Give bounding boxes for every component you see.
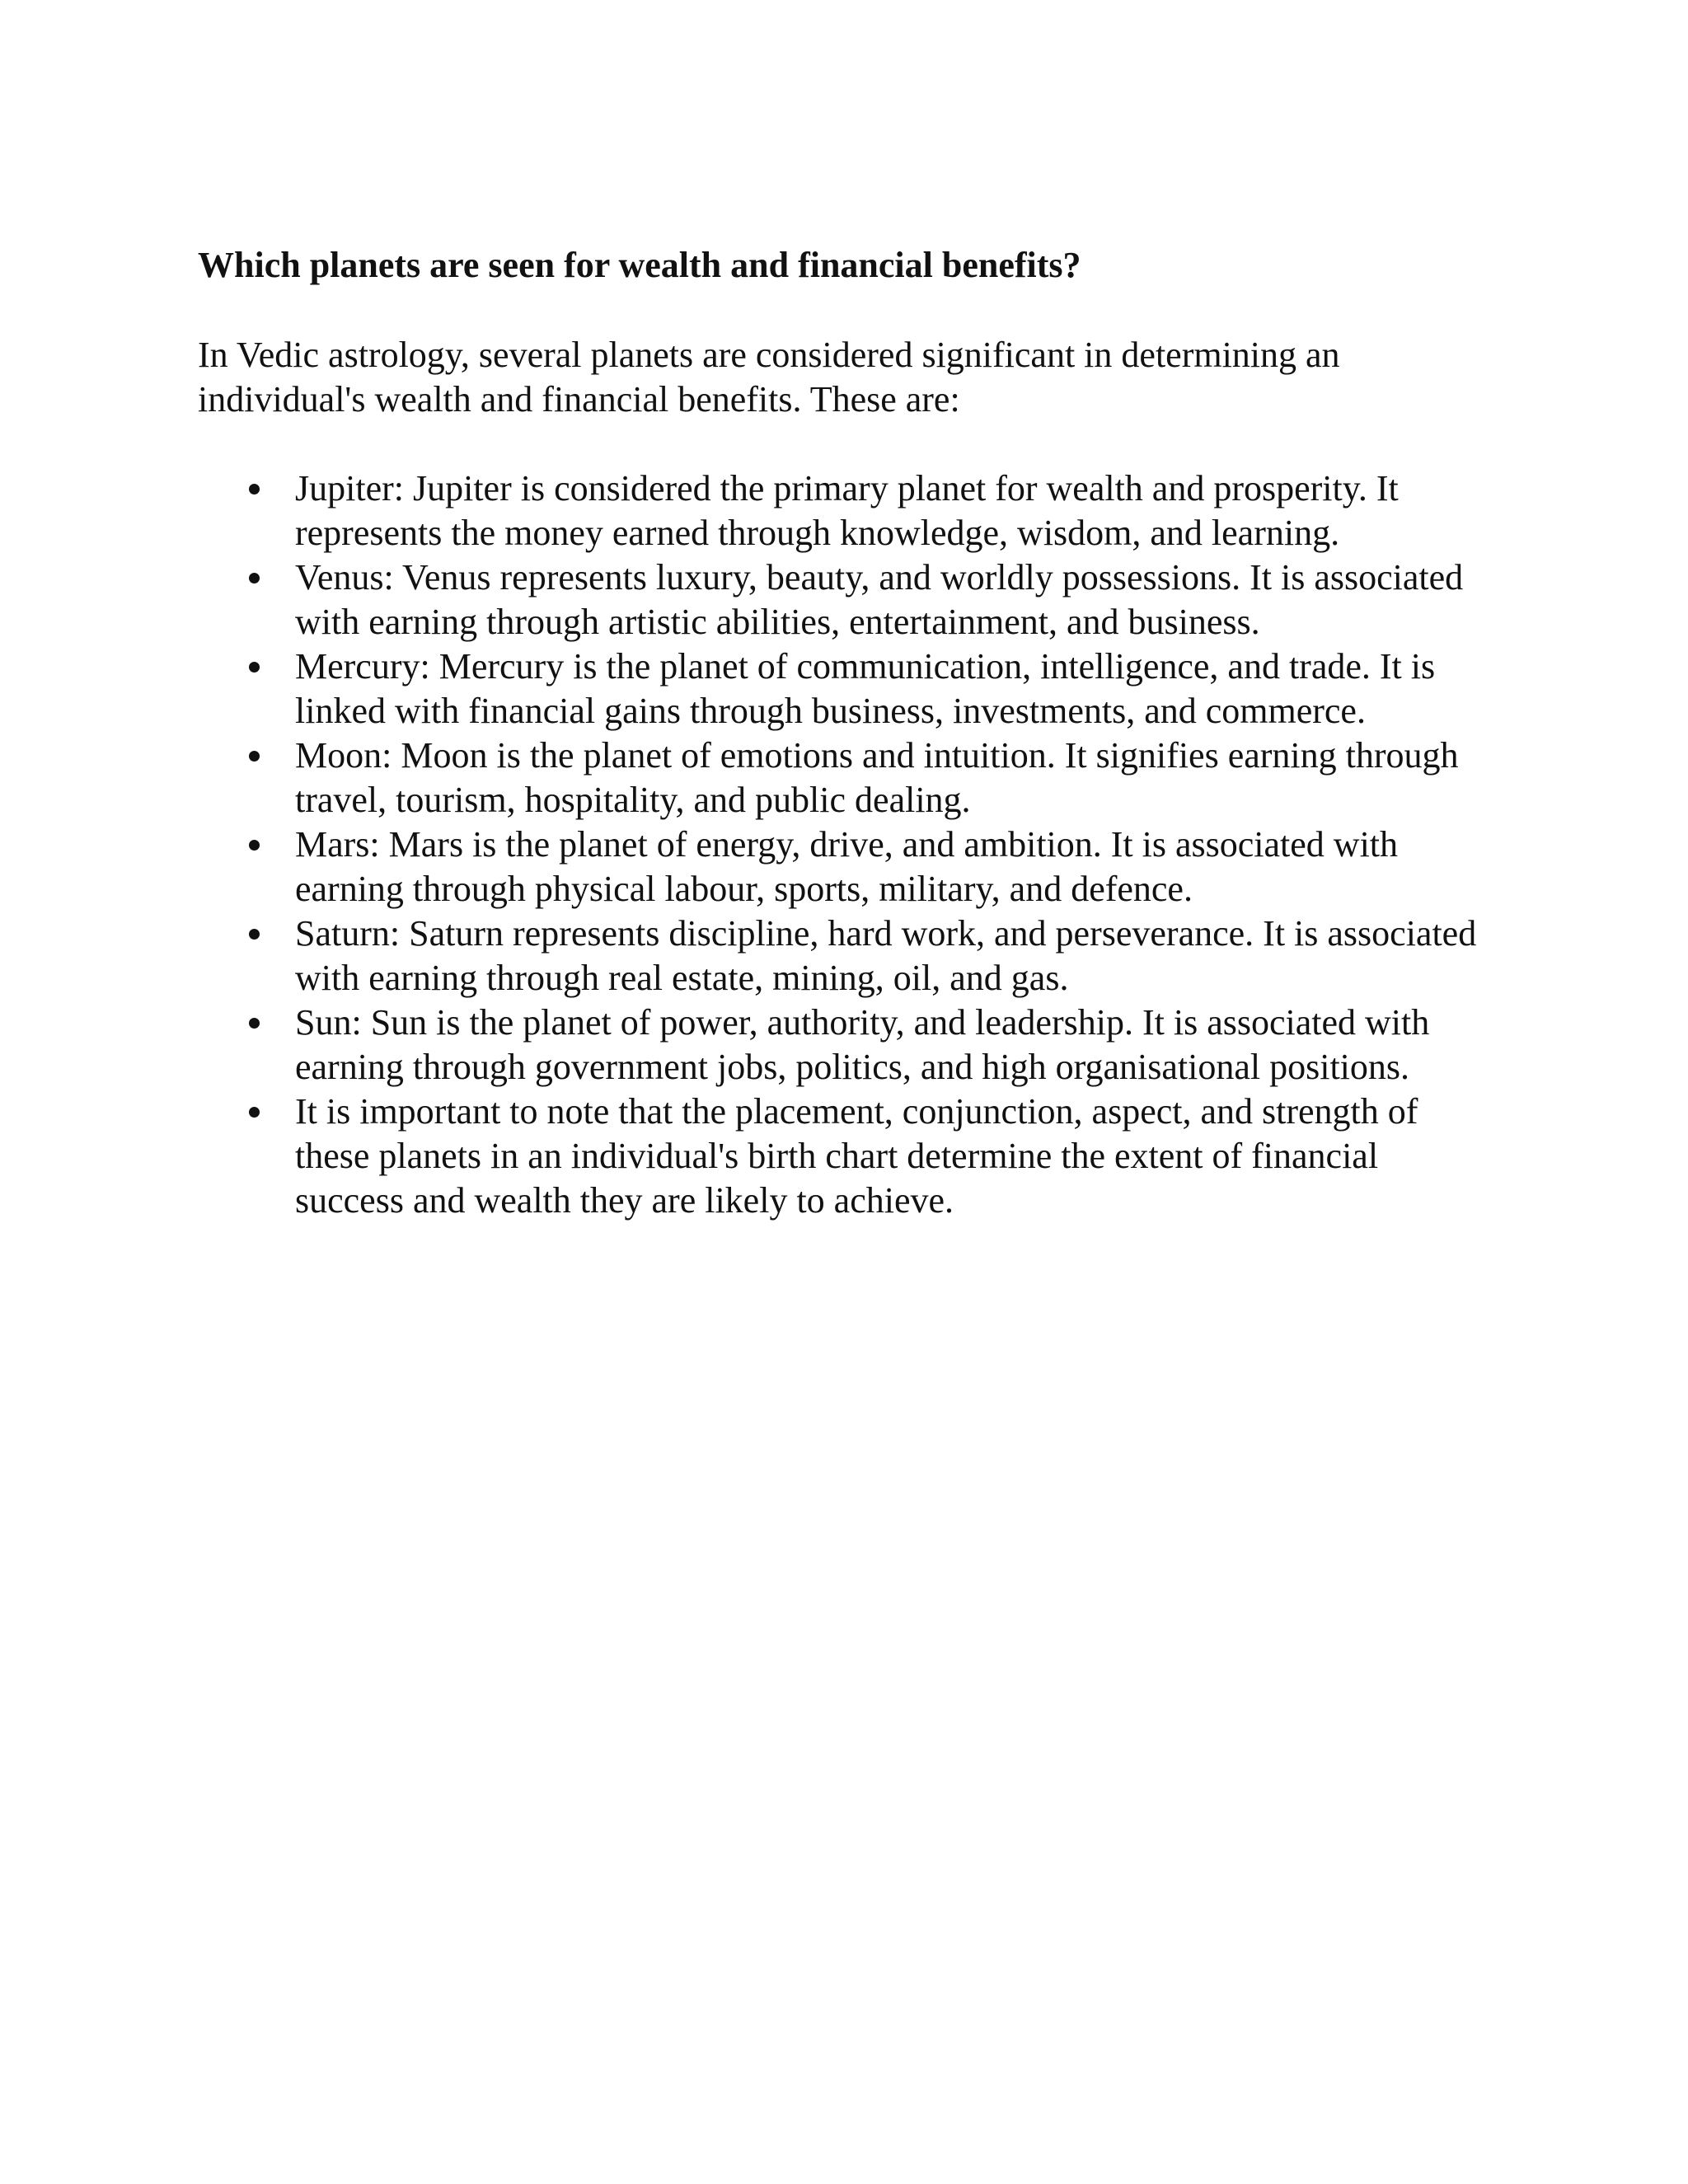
list-item	[198, 644, 1484, 733]
list-item-text: Saturn: Saturn represents discipline, hard work, and perseverance. It is associated with earning through real estate, mining, oil, and gas.	[295, 913, 1477, 998]
bullet-icon	[249, 573, 260, 583]
list-item	[198, 1001, 1484, 1090]
list-item-text: Mercury: Mercury is the planet of communication, intelligence, and trade. It is linked with financial gains through business, investments, and commerce.	[295, 646, 1436, 731]
list-item	[198, 1090, 1484, 1223]
bullet-icon	[249, 1107, 260, 1118]
bullet-icon	[249, 662, 260, 673]
document-page	[198, 244, 1484, 1223]
document-heading: Which planets are seen for wealth and financial benefits?	[198, 245, 1081, 285]
list-item-text: Venus: Venus represents luxury, beauty, and worldly possessions. It is associated with earning through artistic abilities, entertainment, and business.	[295, 557, 1464, 642]
bullet-icon	[249, 751, 260, 762]
bullet-icon	[249, 1018, 260, 1029]
intro-paragraph: In Vedic astrology, several planets are considered significant in determining an individual's wealth and financial benefits. These are:	[198, 335, 1340, 419]
list-item-text: It is important to note that the placement, conjunction, aspect, and strength of these planets in an individual's birth chart determine the extent of financial success and wealth they are likely to achieve.	[295, 1091, 1418, 1221]
list-item	[198, 912, 1484, 1001]
list-item	[198, 466, 1484, 555]
list-item	[198, 823, 1484, 912]
bullet-icon	[249, 840, 260, 851]
list-item-text: Sun: Sun is the planet of power, authority, and leadership. It is associated with earning through government jobs, politics, and high organisational positions.	[295, 1002, 1430, 1087]
bullet-icon	[249, 484, 260, 494]
planet-list	[198, 466, 1484, 1223]
list-item-text: Mars: Mars is the planet of energy, drive, and ambition. It is associated with earning through physical labour, sports, military, and defence.	[295, 824, 1399, 909]
list-item	[198, 555, 1484, 644]
list-item-text: Moon: Moon is the planet of emotions and intuition. It signifies earning through travel, tourism, hospitality, and public dealing.	[295, 735, 1459, 820]
bullet-icon	[249, 929, 260, 940]
list-item	[198, 733, 1484, 823]
list-item-text: Jupiter: Jupiter is considered the primary planet for wealth and prosperity. It represents the money earned through knowledge, wisdom, and learning.	[295, 468, 1399, 553]
